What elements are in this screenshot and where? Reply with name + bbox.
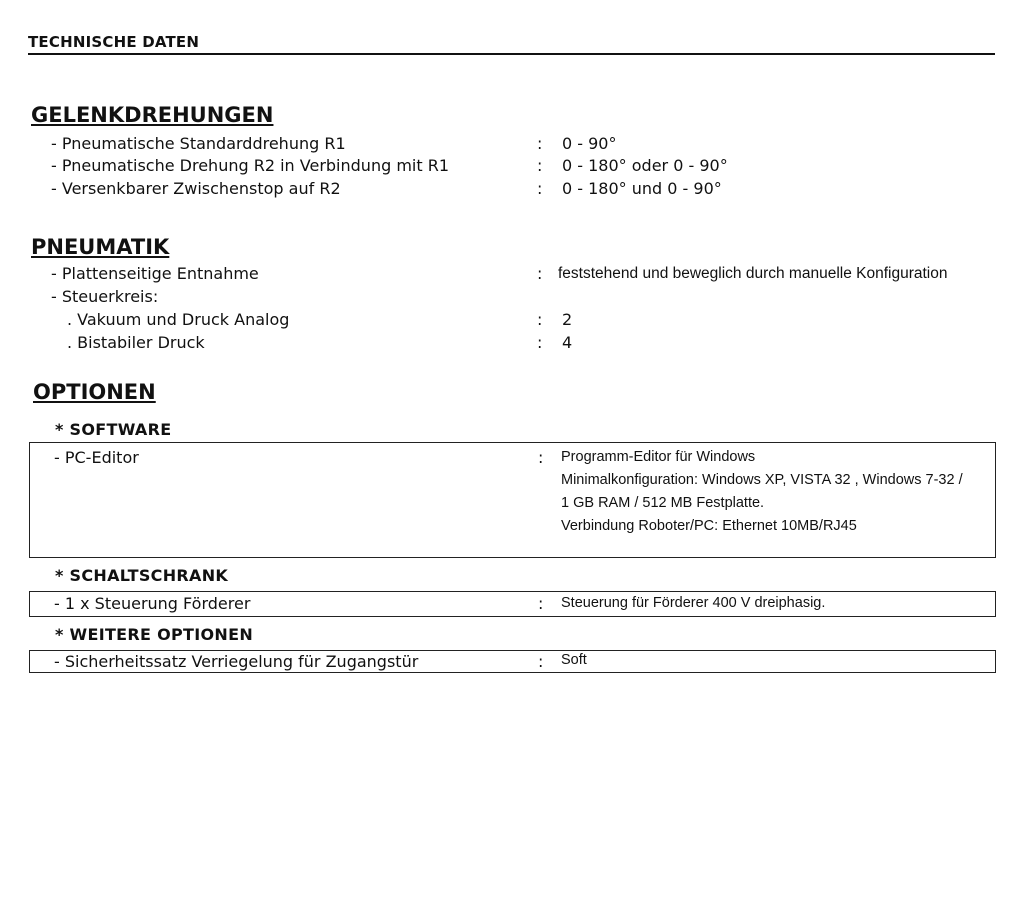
software-line: Minimalkonfiguration: Windows XP, VISTA 32 , Windows 7-32 / xyxy=(561,472,963,488)
spec-label: - Steuerkreis: xyxy=(51,287,159,306)
software-line: 1 GB RAM / 512 MB Festplatte. xyxy=(561,495,765,511)
section-title-gelenkdrehungen: GELENKDREHUNGEN xyxy=(31,103,274,127)
page-title: TECHNISCHE DATEN xyxy=(28,33,200,51)
spec-value: feststehend und beweglich durch manuelle Konfiguration xyxy=(558,265,948,282)
software-details xyxy=(561,446,963,538)
page-header xyxy=(28,32,995,55)
spec-label: - Pneumatische Drehung R2 in Verbindung mit R1 xyxy=(51,156,450,175)
spec-label: - PC-Editor xyxy=(54,448,139,467)
software-box xyxy=(29,442,996,558)
section-title-optionen: OPTIONEN xyxy=(33,380,156,404)
spec-value: Steuerung für Förderer 400 V dreiphasig. xyxy=(561,595,826,611)
subheading-software: * SOFTWARE xyxy=(55,420,172,439)
spec-row xyxy=(0,332,1021,354)
spec-label: - Plattenseitige Entnahme xyxy=(51,264,259,283)
spec-label: - 1 x Steuerung Förderer xyxy=(54,594,251,613)
spec-label: . Bistabiler Druck xyxy=(67,333,205,352)
spec-value: 0 - 90° xyxy=(562,134,617,153)
subheading-weitere-optionen: * WEITERE OPTIONEN xyxy=(55,625,254,644)
spec-colon: : xyxy=(537,156,543,175)
spec-value: 2 xyxy=(562,310,573,329)
spec-label: - Pneumatische Standarddrehung R1 xyxy=(51,134,346,153)
spec-colon: : xyxy=(538,652,544,671)
spec-row xyxy=(0,155,1021,177)
weitere-optionen-box xyxy=(29,650,996,673)
spec-row xyxy=(0,309,1021,331)
spec-value: Soft xyxy=(561,652,587,668)
weitere-value-wrap xyxy=(561,649,587,672)
spec-label: . Vakuum und Druck Analog xyxy=(67,310,290,329)
schaltschrank-value-wrap xyxy=(561,592,825,615)
spec-colon: : xyxy=(537,264,543,283)
spec-label: - Sicherheitssatz Verriegelung für Zugangstür xyxy=(54,652,419,671)
spec-value: 0 - 180° und 0 - 90° xyxy=(562,179,722,198)
subheading-schaltschrank: * SCHALTSCHRANK xyxy=(55,566,229,585)
spec-label: - Versenkbarer Zwischenstop auf R2 xyxy=(51,179,341,198)
spec-row xyxy=(0,263,1021,285)
spec-row xyxy=(0,178,1021,200)
spec-colon: : xyxy=(537,333,543,352)
software-line: Verbindung Roboter/PC: Ethernet 10MB/RJ45 xyxy=(561,518,857,534)
spec-row xyxy=(0,133,1021,155)
spec-colon: : xyxy=(537,310,543,329)
schaltschrank-box xyxy=(29,591,996,617)
spec-row xyxy=(0,286,1021,308)
spec-value: 4 xyxy=(562,333,573,352)
spec-value: 0 - 180° oder 0 - 90° xyxy=(562,156,728,175)
spec-colon: : xyxy=(538,594,544,613)
spec-colon: : xyxy=(537,179,543,198)
spec-colon: : xyxy=(538,448,544,467)
section-title-pneumatik: PNEUMATIK xyxy=(31,235,170,259)
spec-colon: : xyxy=(537,134,543,153)
software-line: Programm-Editor für Windows xyxy=(561,449,756,465)
